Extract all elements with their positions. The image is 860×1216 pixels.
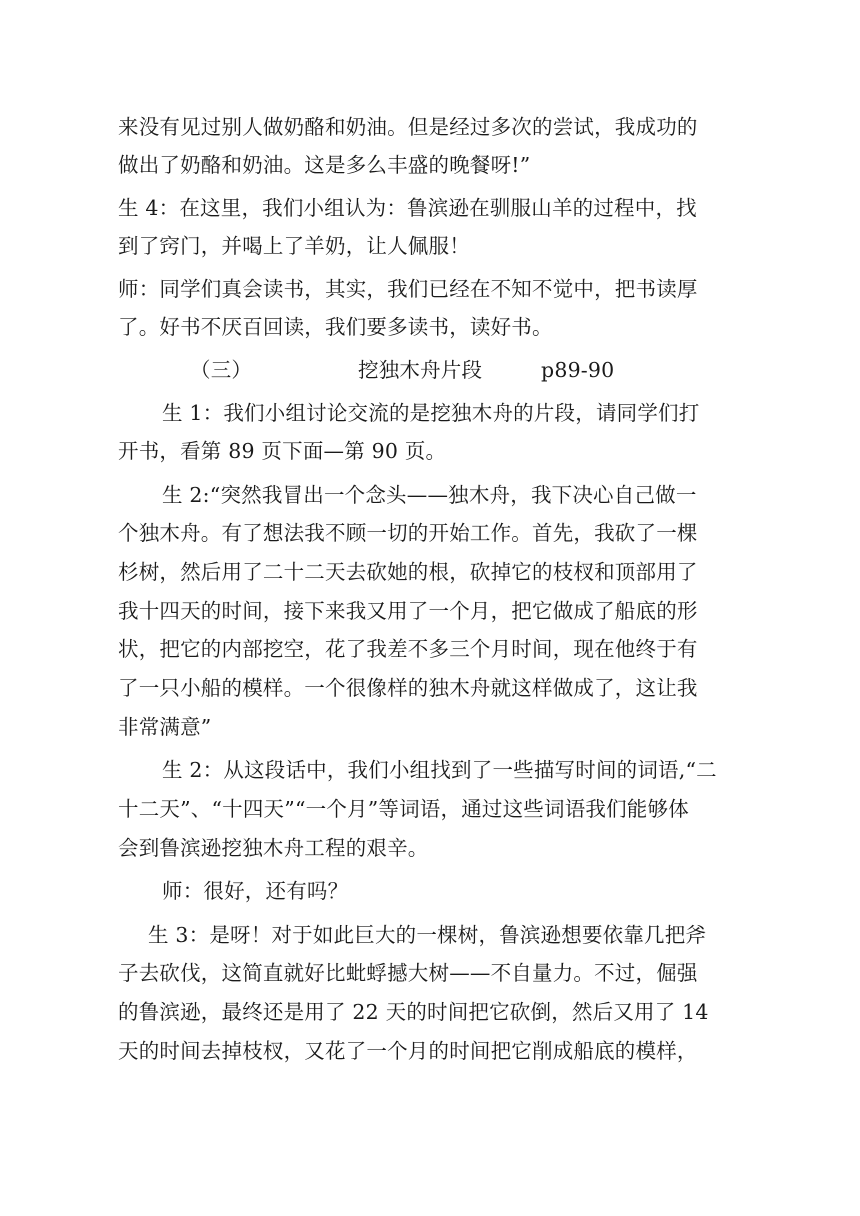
line-text: 会到鲁滨逊挖独木舟工程的艰辛。	[118, 836, 429, 860]
line-text: 生 1：我们小组讨论交流的是挖独木舟的片段，请同学们打	[162, 401, 700, 425]
text-line	[0, 708, 860, 746]
line-text: 生 4：在这里，我们小组认为：鲁滨逊在驯服山羊的过程中，找	[118, 196, 697, 220]
text-line	[0, 829, 860, 867]
text-line	[0, 751, 860, 789]
line-text: 师：同学们真会读书，其实，我们已经在不知不觉中，把书读厚	[118, 277, 698, 301]
section-title: 挖独木舟片段	[358, 358, 483, 382]
line-text: 的鲁滨逊，最终还是用了 22 天的时间把它砍倒，然后又用了 14	[118, 1000, 709, 1024]
text-line	[0, 993, 860, 1031]
line-text: 杉树，然后用了二十二天去砍她的根，砍掉它的枝杈和顶部用了	[118, 560, 698, 584]
line-text: 师：很好，还有吗？	[162, 879, 349, 903]
text-line	[0, 146, 860, 184]
text-line	[0, 189, 860, 227]
text-line	[0, 553, 860, 591]
text-line	[0, 514, 860, 552]
line-text: 了一只小船的模样。一个很像样的独木舟就这样做成了，这让我	[118, 676, 698, 700]
text-line	[0, 790, 860, 828]
text-line	[0, 669, 860, 707]
text-line	[0, 630, 860, 668]
text-line	[0, 476, 860, 514]
text-line	[0, 872, 860, 910]
text-line	[0, 592, 860, 630]
text-line	[0, 394, 860, 432]
section-heading	[0, 351, 860, 389]
text-line	[0, 308, 860, 346]
line-text: 我十四天的时间，接下来我又用了一个月，把它做成了船底的形	[118, 599, 698, 623]
line-text: 非常满意”	[118, 715, 212, 739]
text-line	[0, 270, 860, 308]
text-line	[0, 432, 860, 470]
text-line	[0, 916, 860, 954]
text-line	[0, 227, 860, 265]
line-text: 子去砍伐，这简直就好比蚍蜉撼大树——不自量力。不过，倔强	[118, 961, 698, 985]
line-text: 天的时间去掉枝杈，又花了一个月的时间把它削成船底的模样，	[118, 1039, 698, 1063]
line-text: 了。好书不厌百回读，我们要多读书，读好书。	[118, 315, 553, 339]
line-text: 生 3：是呀！对于如此巨大的一棵树，鲁滨逊想要依靠几把斧	[148, 923, 707, 947]
line-text: 到了窍门，并喝上了羊奶，让人佩服！	[118, 234, 470, 258]
line-text: 个独木舟。有了想法我不顾一切的开始工作。首先，我砍了一棵	[118, 521, 698, 545]
text-line	[0, 108, 860, 146]
text-line	[0, 1032, 860, 1070]
line-text: 状，把它的内部挖空，花了我差不多三个月时间，现在他终于有	[118, 637, 698, 661]
line-text: 生 2:“突然我冒出一个念头——独木舟，我下决心自己做一	[162, 483, 697, 507]
text-line	[0, 954, 860, 992]
line-text: 做出了奶酪和奶油。这是多么丰盛的晚餐呀!”	[118, 153, 531, 177]
line-text: 生 2：从这段话中，我们小组找到了一些描写时间的词语,“二	[162, 758, 717, 782]
line-text: 开书，看第 89 页下面—第 90 页。	[118, 439, 447, 463]
section-number: （三）	[190, 358, 253, 382]
line-text: 来没有见过别人做奶酪和奶油。但是经过多次的尝试，我成功的	[118, 115, 698, 139]
line-text: 十二天”、“十四天”“一个月”等词语，通过这些词语我们能够体	[118, 797, 689, 821]
section-pages: p89-90	[541, 358, 615, 382]
